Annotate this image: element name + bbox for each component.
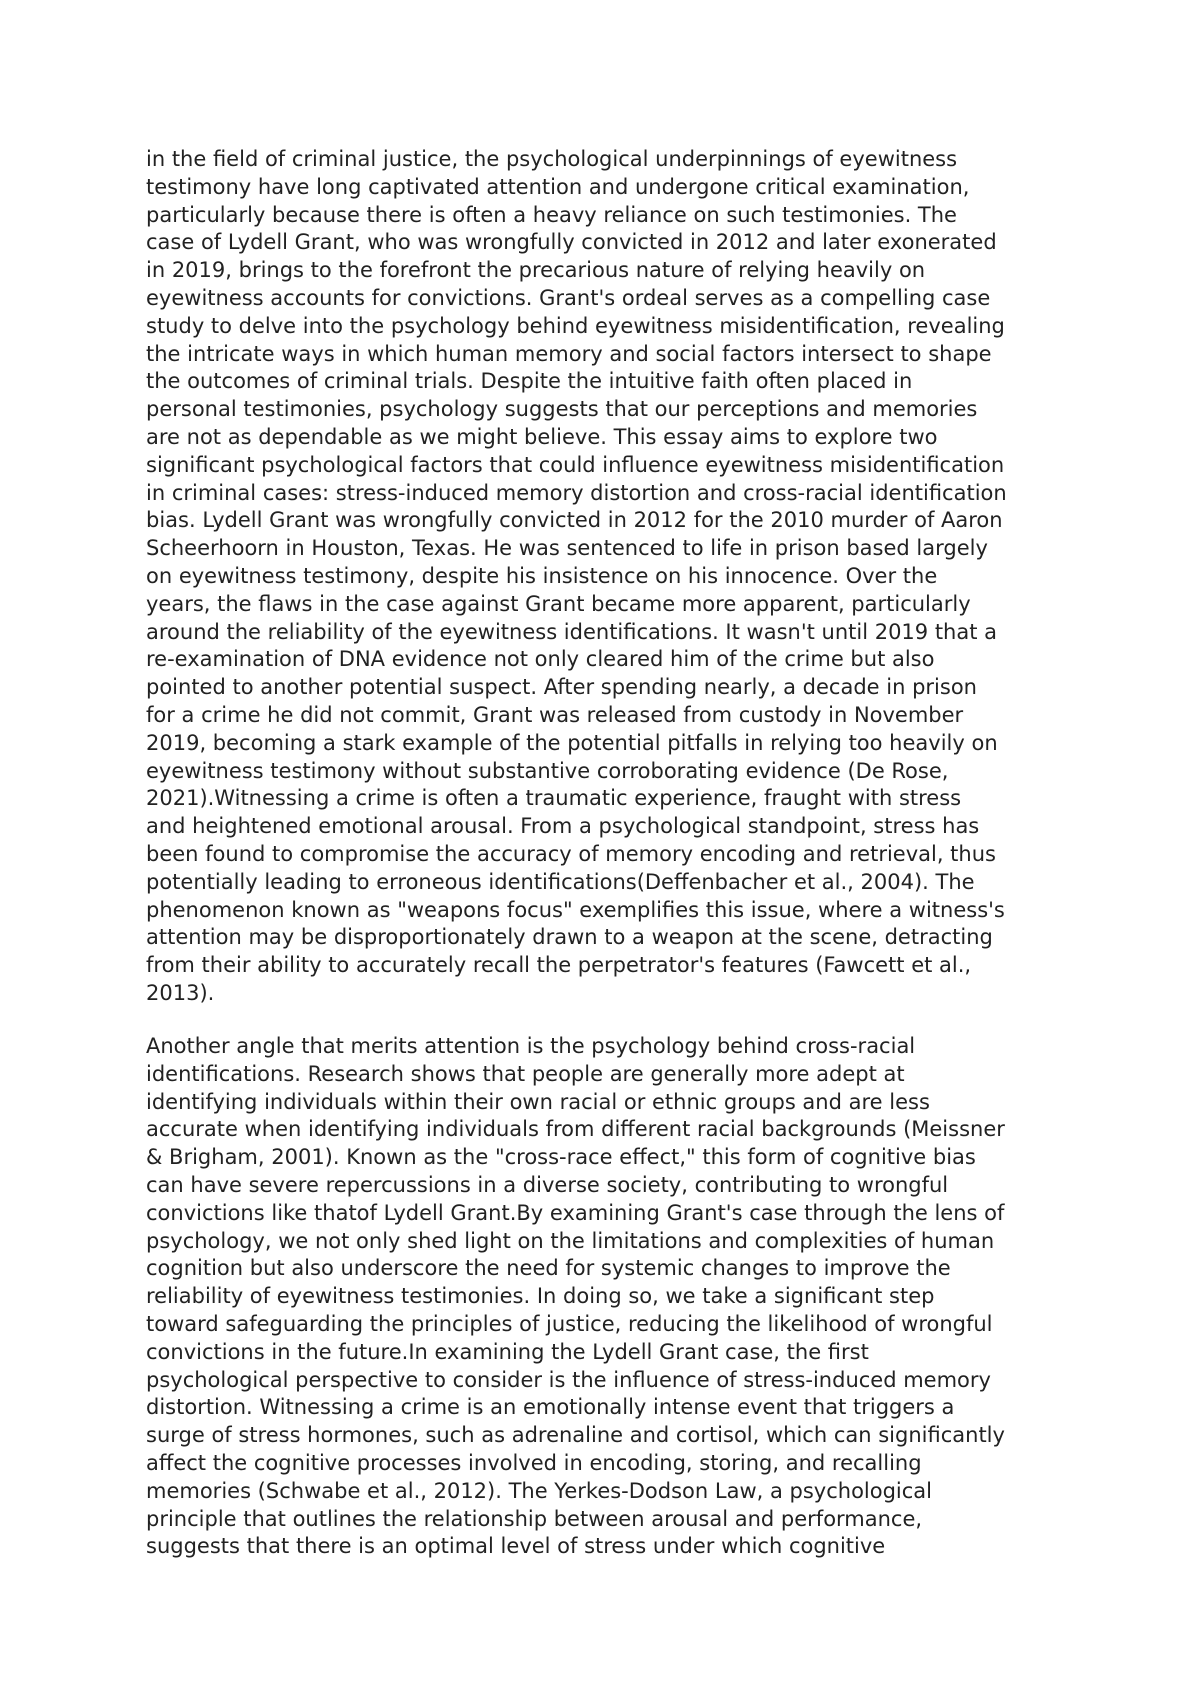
text-line: particularly because there is often a heavy reliance on such testimonies. The <box>146 202 957 227</box>
text-line: can have severe repercussions in a diverse society, contributing to wrongful <box>146 1172 949 1197</box>
text-line: identifying individuals within their own racial or ethnic groups and are less <box>146 1089 930 1114</box>
text-line: accurate when identifying individuals from different racial backgrounds (Meissner <box>146 1117 1005 1142</box>
text-line: potentially leading to erroneous identifications(Deffenbacher et al., 2004). The <box>146 869 975 894</box>
text-line: personal testimonies, psychology suggests that our perceptions and memories <box>146 397 978 422</box>
text-line: Scheerhoorn in Houston, Texas. He was sentenced to life in prison based largely <box>146 536 988 561</box>
text-line: surge of stress hormones, such as adrenaline and cortisol, which can significantly <box>146 1423 1005 1448</box>
text-line: the intricate ways in which human memory and social factors intersect to shape <box>146 341 992 366</box>
text-line: and heightened emotional arousal. From a psychological standpoint, stress has <box>146 814 980 839</box>
text-line: in the field of criminal justice, the psychological underpinnings of eyewitness <box>146 147 958 171</box>
text-line: pointed to another potential suspect. After spending nearly, a decade in prison <box>146 675 977 700</box>
text-line: on eyewitness testimony, despite his insistence on his innocence. Over the <box>146 563 938 588</box>
text-line: psychology, we not only shed light on the limitations and complexities of human <box>146 1228 995 1253</box>
text-line: principle that outlines the relationship between arousal and performance, <box>146 1506 923 1531</box>
text-line: 2013). <box>146 980 215 1005</box>
text-line: around the reliability of the eyewitness identifications. It wasn't until 2019 that a <box>146 619 998 644</box>
text-line: reliability of eyewitness testimonies. In doing so, we take a significant step <box>146 1284 935 1309</box>
text-line: study to delve into the psychology behind eyewitness misidentification, revealing <box>146 313 1005 338</box>
text-line: Another angle that merits attention is the psychology behind cross-racial <box>146 1034 916 1058</box>
text-line: significant psychological factors that could influence eyewitness misidentification <box>146 452 1005 477</box>
text-line: identifications. Research shows that people are generally more adept at <box>146 1061 905 1086</box>
text-line: re-examination of DNA evidence not only cleared him of the crime but also <box>146 647 935 672</box>
text-line: in criminal cases: stress-induced memory distortion and cross-racial identification <box>146 480 1007 505</box>
text-line: cognition but also underscore the need for systemic changes to improve the <box>146 1256 951 1281</box>
text-line: eyewitness testimony without substantive corroborating evidence (De Rose, <box>146 758 949 783</box>
text-line: toward safeguarding the principles of justice, reducing the likelihood of wrongful <box>146 1311 993 1336</box>
paragraph <box>146 146 1066 1008</box>
text-line: 2019, becoming a stark example of the potential pitfalls in relying too heavily on <box>146 730 998 755</box>
text-line: suggests that there is an optimal level of stress under which cognitive <box>146 1534 886 1559</box>
text-line: from their ability to accurately recall the perpetrator's features (Fawcett et al., <box>146 953 972 978</box>
text-line: in 2019, brings to the forefront the precarious nature of relying heavily on <box>146 258 926 283</box>
text-line: attention may be disproportionately drawn to a weapon at the scene, detracting <box>146 925 993 950</box>
text-line: testimony have long captivated attention and undergone critical examination, <box>146 174 970 199</box>
text-line: eyewitness accounts for convictions. Grant's ordeal serves as a compelling case <box>146 285 991 310</box>
text-line: memories (Schwabe et al., 2012). The Yerkes-Dodson Law, a psychological <box>146 1478 933 1503</box>
text-line: & Brigham, 2001). Known as the "cross-race effect," this form of cognitive bias <box>146 1145 976 1170</box>
text-line: 2021).Witnessing a crime is often a traumatic experience, fraught with stress <box>146 786 962 811</box>
text-line: case of Lydell Grant, who was wrongfully convicted in 2012 and later exonerated <box>146 230 997 255</box>
text-line: are not as dependable as we might believe. This essay aims to explore two <box>146 424 938 449</box>
text-line: psychological perspective to consider is the influence of stress-induced memory <box>146 1367 991 1392</box>
text-line: distortion. Witnessing a crime is an emotionally intense event that triggers a <box>146 1395 955 1420</box>
text-line: affect the cognitive processes involved in encoding, storing, and recalling <box>146 1450 922 1475</box>
text-line: for a crime he did not commit, Grant was released from custody in November <box>146 702 964 727</box>
text-line: phenomenon known as "weapons focus" exemplifies this issue, where a witness's <box>146 897 1005 922</box>
text-line: convictions like thatof Lydell Grant.By examining Grant's case through the lens of <box>146 1200 1005 1225</box>
text-line: bias. Lydell Grant was wrongfully convicted in 2012 for the 2010 murder of Aaron <box>146 508 1003 533</box>
text-line: convictions in the future.In examining the Lydell Grant case, the first <box>146 1339 869 1364</box>
paragraph <box>146 1033 1066 1561</box>
text-line: years, the flaws in the case against Grant became more apparent, particularly <box>146 591 971 616</box>
text-line: been found to compromise the accuracy of memory encoding and retrieval, thus <box>146 841 996 866</box>
text-line: the outcomes of criminal trials. Despite the intuitive faith often placed in <box>146 369 913 394</box>
